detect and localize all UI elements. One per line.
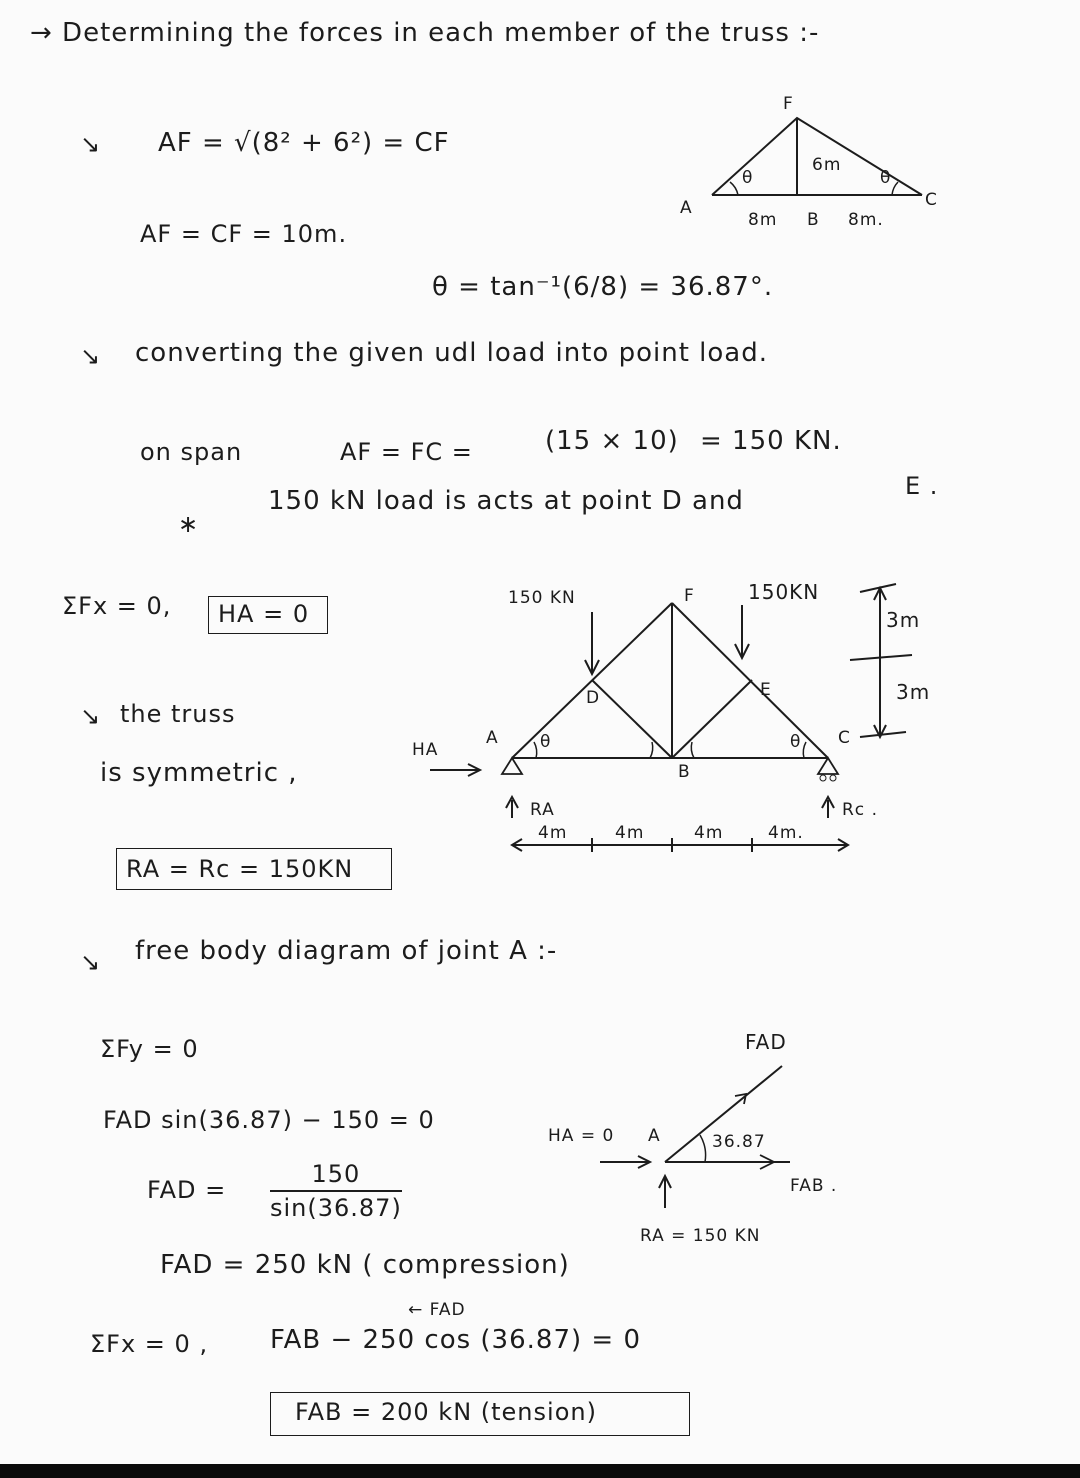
fbd-eq-4: FAB − 250 cos (36.87) = 0	[270, 1325, 641, 1355]
truss-span-2: 4m	[615, 823, 645, 843]
sum-fy-label: ΣFy = 0	[100, 1035, 199, 1063]
udl-line-3: 150 kN load is acts at point D and	[268, 486, 744, 516]
truss-dim-top: 3m	[886, 608, 921, 632]
fbd-angle-label: 36.87	[712, 1132, 766, 1152]
truss-load-right-label: 150KN	[748, 580, 820, 604]
udl-line-2a: on span	[140, 438, 243, 466]
bullet-arrow: ↘	[80, 948, 102, 976]
truss-load-left-label: 150 KN	[508, 588, 576, 608]
af-equation: AF = √(8² + 6²) = CF	[158, 128, 450, 158]
fbd-fad-note: ← FAD	[408, 1300, 466, 1320]
page-heading: → Determining the forces in each member of the truss :-	[30, 18, 820, 48]
theta-equation: θ = tan⁻¹(6/8) = 36.87°.	[432, 272, 774, 302]
truss-label-ha: HA	[412, 740, 439, 760]
fbd-eq-3: FAD = 250 kN ( compression)	[160, 1250, 570, 1280]
bullet-star: ∗	[178, 510, 200, 538]
fbd-fad-label: FAD	[745, 1030, 787, 1054]
truss-span-4: 4m.	[768, 823, 804, 843]
truss-note-2: is symmetric ,	[100, 758, 298, 788]
fbd-eq-2-denominator: sin(36.87)	[270, 1194, 402, 1222]
tri-theta-right: θ	[880, 168, 892, 188]
truss-theta-a: θ	[540, 732, 552, 752]
udl-line-3-e: E .	[905, 472, 939, 500]
bullet-arrow: ↘	[80, 130, 102, 158]
truss-note-1: the truss	[120, 700, 236, 728]
ha-result: HA = 0	[218, 600, 310, 628]
tri-base-right-label: 8m.	[848, 210, 884, 230]
udl-line-2d: = 150 KN.	[700, 426, 842, 456]
tri-label-b: B	[807, 210, 820, 230]
bottom-black-bar	[0, 1464, 1080, 1478]
fbd-eq-2-numerator: 150	[270, 1160, 402, 1192]
fbd-title: free body diagram of joint A :-	[135, 936, 558, 966]
tri-height-label: 6m	[812, 155, 842, 175]
tri-label-a: A	[680, 198, 693, 218]
fbd-ra-label: RA = 150 KN	[640, 1226, 761, 1246]
truss-label-ra: RA	[530, 800, 555, 820]
fbd-fab-label: FAB .	[790, 1176, 838, 1196]
truss-label-e: E	[760, 680, 772, 700]
truss-label-f: F	[684, 586, 695, 606]
tri-label-f: F	[783, 94, 794, 114]
udl-line-1: converting the given udl load into point load.	[135, 338, 768, 368]
truss-dim-bottom: 3m	[896, 680, 931, 704]
udl-line-2c: (15 × 10)	[545, 426, 679, 456]
truss-theta-c: θ	[790, 732, 802, 752]
truss-label-a: A	[486, 728, 499, 748]
fbd-eq-1: FAD sin(36.87) − 150 = 0	[103, 1106, 435, 1134]
af-result: AF = CF = 10m.	[140, 220, 348, 248]
fab-result: FAB = 200 kN (tension)	[295, 1398, 597, 1426]
udl-line-2b: AF = FC =	[340, 438, 473, 466]
tri-theta-left: θ	[742, 168, 754, 188]
truss-label-rc: Rc .	[842, 800, 878, 820]
truss-label-d: D	[586, 688, 601, 708]
truss-label-b: B	[678, 762, 691, 782]
reactions-result: RA = Rc = 150KN	[126, 855, 354, 883]
sum-fx-label: ΣFx = 0,	[62, 592, 172, 620]
truss-label-c: C	[838, 728, 851, 748]
truss-span-3: 4m	[694, 823, 724, 843]
bullet-arrow: ↘	[80, 342, 102, 370]
truss-span-1: 4m	[538, 823, 568, 843]
tri-base-left-label: 8m	[748, 210, 778, 230]
fbd-a-label: A	[648, 1126, 661, 1146]
fbd-sum-fx: ΣFx = 0 ,	[90, 1330, 209, 1358]
bullet-arrow: ↘	[80, 702, 102, 730]
fbd-eq-2-lhs: FAD =	[147, 1176, 227, 1204]
tri-label-c: C	[925, 190, 938, 210]
fbd-ha-label: HA = 0	[548, 1126, 615, 1146]
